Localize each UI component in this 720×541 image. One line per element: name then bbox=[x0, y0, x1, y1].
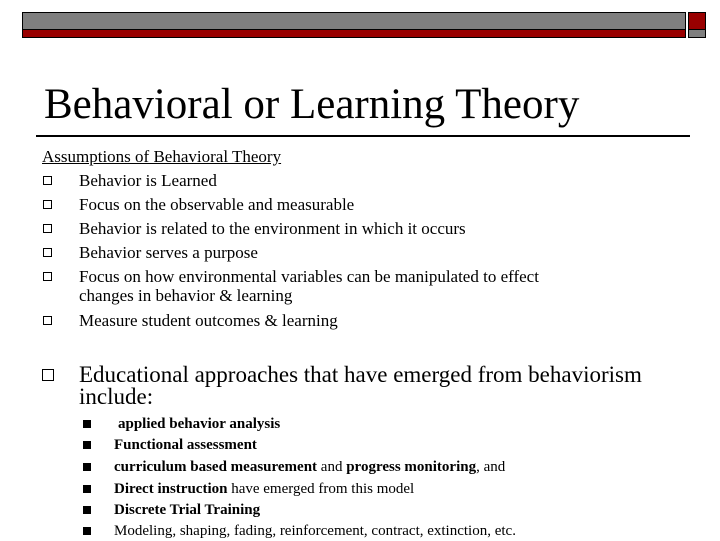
assumptions-heading: Assumptions of Behavioral Theory bbox=[42, 147, 282, 166]
title-divider bbox=[36, 135, 690, 137]
hollow-square-bullet-icon bbox=[43, 224, 52, 233]
header-square-gray bbox=[688, 30, 706, 38]
filled-square-bullet-icon bbox=[83, 506, 91, 514]
filled-square-bullet-icon bbox=[83, 527, 91, 535]
hollow-square-bullet-icon bbox=[43, 200, 52, 209]
filled-square-bullet-icon bbox=[83, 463, 91, 471]
hollow-square-bullet-icon bbox=[43, 176, 52, 185]
hollow-square-bullet-icon bbox=[43, 248, 52, 257]
header-square-red bbox=[688, 12, 706, 30]
hollow-square-bullet-icon bbox=[43, 316, 52, 325]
slide-title: Behavioral or Learning Theory bbox=[44, 81, 580, 128]
filled-square-bullet-icon bbox=[83, 420, 91, 428]
filled-square-bullet-icon bbox=[83, 441, 91, 449]
hollow-square-bullet-icon bbox=[42, 369, 54, 381]
header-bar-red bbox=[22, 30, 686, 38]
filled-square-bullet-icon bbox=[83, 485, 91, 493]
hollow-square-bullet-icon bbox=[43, 272, 52, 281]
header-decoration bbox=[0, 0, 720, 40]
approaches-intro: Educational approaches that have emerged from behaviorism include: bbox=[79, 362, 642, 409]
header-bar-gray bbox=[22, 12, 686, 30]
